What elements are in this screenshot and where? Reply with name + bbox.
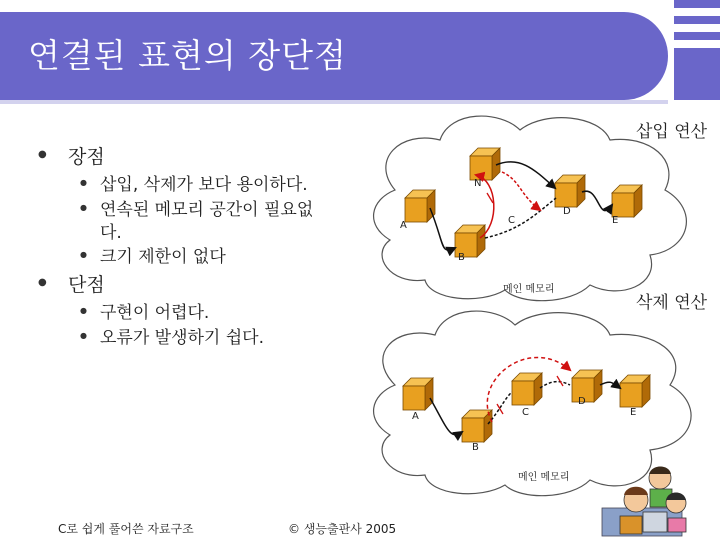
node-a bbox=[405, 190, 435, 222]
node-label-c: C bbox=[522, 407, 529, 418]
node-b bbox=[462, 410, 492, 442]
node-label-n: N bbox=[474, 178, 482, 189]
node-label-d: D bbox=[578, 396, 586, 407]
node-e bbox=[620, 375, 650, 407]
footer-book-title: C로 쉽게 풀어쓴 자료구조 bbox=[58, 522, 194, 536]
cons-item: 구현이 어렵다. bbox=[100, 303, 210, 323]
bullet-icon: ● bbox=[80, 178, 87, 187]
pros-item: 삽입, 삭제가 보다 용이하다. bbox=[100, 175, 308, 195]
node-label-e: E bbox=[612, 215, 619, 226]
node-label-c: C bbox=[508, 215, 515, 226]
node-d bbox=[572, 370, 602, 402]
pros-heading: 장점 bbox=[68, 146, 105, 168]
node-a bbox=[403, 378, 433, 410]
slide-title: 연결된 표현의 장단점 bbox=[28, 36, 347, 75]
node-label-b: B bbox=[458, 252, 465, 263]
node-d bbox=[555, 175, 585, 207]
node-label-d: D bbox=[563, 206, 571, 217]
bullet-icon: ● bbox=[80, 331, 87, 340]
node-label-e: E bbox=[630, 407, 637, 418]
bullet-icon: ● bbox=[80, 306, 87, 315]
footer-copyright: © 생능출판사 2005 bbox=[288, 522, 397, 536]
node-c bbox=[512, 373, 542, 405]
node-label-b: B bbox=[472, 442, 479, 453]
delete-operation-label: 삭제 연산 bbox=[636, 293, 708, 313]
pros-item: 연속된 메모리 공간이 필요없 bbox=[100, 200, 314, 220]
memory-label: 메인 메모리 bbox=[503, 284, 555, 295]
node-label-a: A bbox=[400, 220, 407, 231]
pros-item: 크기 제한이 없다 bbox=[100, 247, 226, 267]
bullet-icon: ● bbox=[38, 277, 47, 288]
node-n bbox=[470, 148, 500, 180]
insert-operation-label: 삽입 연산 bbox=[636, 122, 708, 142]
cons-item: 오류가 발생하기 쉽다. bbox=[100, 328, 265, 348]
bullet-icon: ● bbox=[80, 203, 87, 212]
node-e bbox=[612, 185, 642, 217]
cons-heading: 단점 bbox=[68, 274, 105, 296]
memory-label: 메인 메모리 bbox=[518, 472, 570, 483]
pros-item-continued: 다. bbox=[100, 223, 122, 243]
node-label-a: A bbox=[412, 411, 419, 422]
bullet-icon: ● bbox=[80, 250, 87, 259]
bullet-icon: ● bbox=[38, 149, 47, 160]
